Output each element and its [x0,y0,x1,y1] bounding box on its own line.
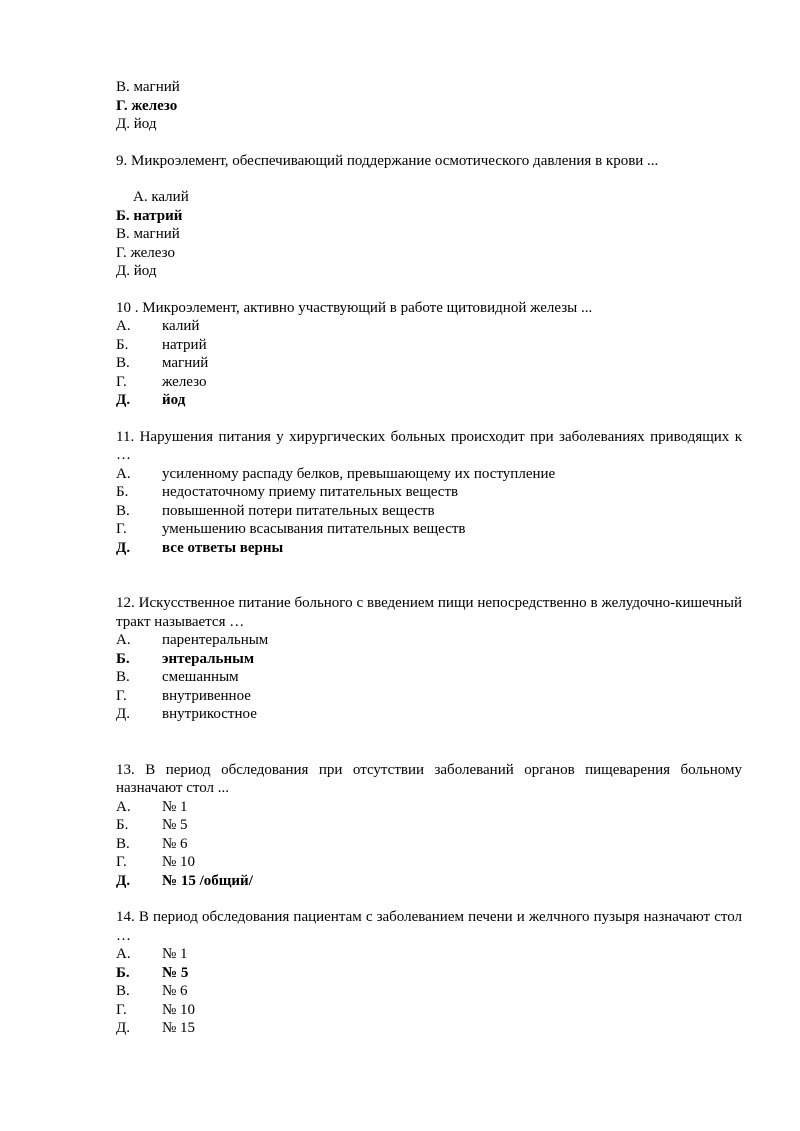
question-12: 12. Искусственное питание больного с введением пищи непосредственно в желудочно-кишечный тракт называется … [116,595,742,630]
document-page [116,78,742,1038]
option-d: Д. йод [116,116,157,132]
option-b-correct: Б. № 5 [116,964,189,981]
question-9: 9. Микроэлемент, обеспечивающий поддержание осмотического давления в крови ... [116,152,659,169]
option-g: Г. уменьшению всасывания питательных веществ [116,521,466,537]
option-b-correct: Б. энтеральным [116,650,255,667]
option-d-correct: Д. № 15 /общий/ [116,872,253,889]
question-14: 14. В период обследования пациентам с заболеванием печени и желчного пузыря назначают стол … [116,909,742,944]
q13-options [116,798,742,891]
question-13: 13. В период обследования при отсутствии заболеваний органов пищеварения больному назначают стол ... [116,761,742,796]
option-d: Д. йод [116,263,157,279]
q11-options [116,465,742,558]
option-d: Д. внутрикостное [116,706,257,722]
option-v: В. № 6 [116,835,188,852]
option-v: В. магний [116,226,180,242]
option-v: В. № 6 [116,983,188,999]
option-v: В. повышенной потери питательных веществ [116,502,435,519]
option-a: А. усиленному распаду белков, превышающему их поступление [116,465,556,482]
option-a: А. № 1 [116,946,188,962]
question-11: 11. Нарушения питания у хирургических больных происходит при заболеваниях приводящих к … [116,428,742,463]
q14-options [116,945,742,1038]
option-g: Г. железо [116,244,175,261]
option-v: В. магний [116,79,180,95]
option-v: В. смешанным [116,669,239,685]
option-g: Г. железо [116,373,207,390]
option-g-correct: Г. железо [116,97,178,114]
q9-options [116,188,742,281]
option-g: Г. внутривенное [116,687,251,704]
option-g: Г. № 10 [116,854,196,870]
option-d-correct: Д. все ответы верны [116,539,284,556]
q12-options [116,631,742,724]
option-a: А. № 1 [116,798,188,815]
option-b: Б. № 5 [116,817,188,833]
option-b: Б. недостаточному приему питательных веществ [116,484,459,500]
option-a: А. калий [133,189,189,205]
option-d: Д. № 15 [116,1020,196,1036]
option-b-correct: Б. натрий [116,207,183,224]
option-v: В. магний [116,355,209,371]
question-10: 10 . Микроэлемент, активно участвующий в работе щитовидной железы ... [116,299,593,316]
option-a: А. калий [116,318,200,334]
option-g: Г. № 10 [116,1001,196,1018]
option-b: Б. натрий [116,336,207,353]
q8-options-tail [116,78,742,134]
q10-options [116,317,742,410]
option-a: А. парентеральным [116,632,269,648]
option-d-correct: Д. йод [116,392,186,408]
